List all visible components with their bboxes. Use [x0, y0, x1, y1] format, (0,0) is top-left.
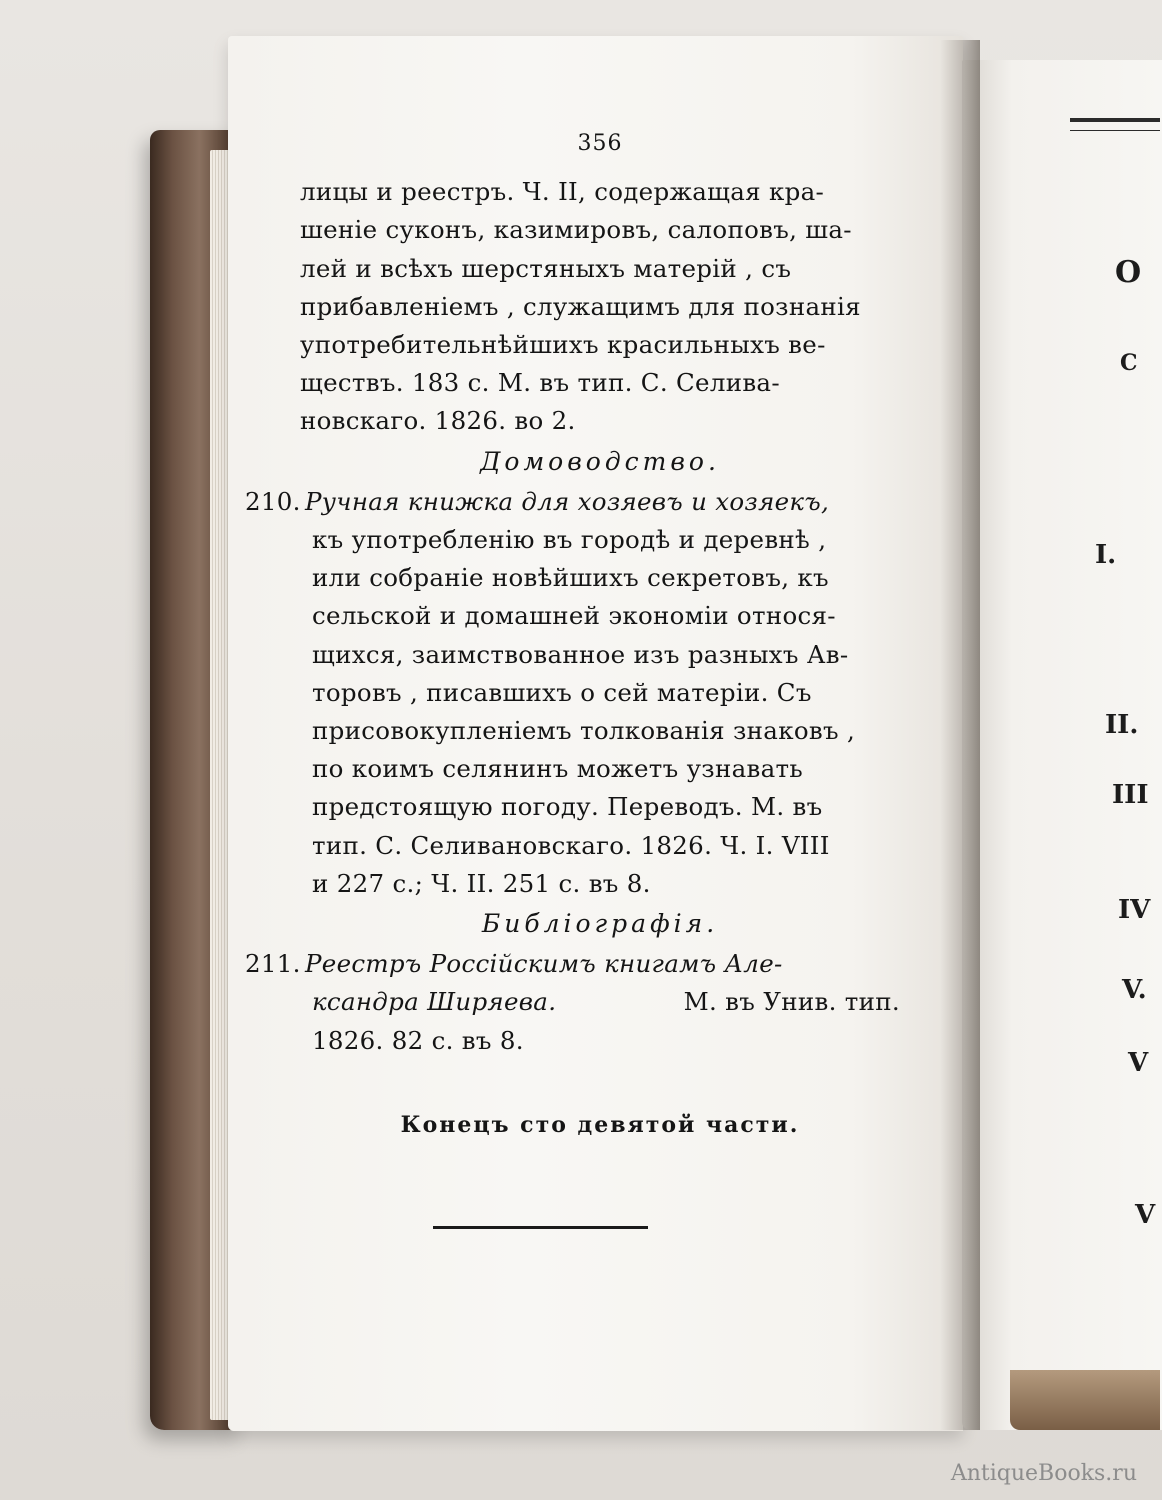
entry-imprint: М. въ Унив. тип. [683, 987, 900, 1017]
end-rule [433, 1226, 648, 1229]
book-corner [1010, 1370, 1160, 1430]
text-line: сельской и домашней экономіи относя- [312, 601, 836, 631]
text-line: лей и всѣхъ шерстяныхъ матерій , съ [300, 253, 792, 283]
entry-211-title [245, 945, 900, 983]
entry-number: 210. [245, 486, 301, 516]
text-line: 1826. 82 с. въ 8. [312, 1025, 524, 1055]
text-line: щихся, заимствованное изъ разныхъ Ав- [312, 639, 849, 669]
text-line: предстоящую погоду. Переводъ. М. въ [312, 792, 823, 822]
text-line: торовъ , писавшихъ о сей матеріи. Съ [312, 677, 812, 707]
page-text [245, 125, 900, 1229]
text-line: присовокупленіемъ толкованія знаковъ , [312, 716, 856, 746]
right-page-rule [1070, 118, 1160, 131]
text-line: лицы и реестръ. Ч. II, содержащая кра- [300, 177, 825, 207]
right-fragment: IV [1118, 895, 1151, 925]
text-line: и 227 с.; Ч. II. 251 с. въ 8. [312, 868, 651, 898]
text-line [300, 983, 900, 1021]
right-fragment: II. [1105, 710, 1139, 740]
text-line: употребительнѣйшихъ красильныхъ ве- [300, 330, 826, 360]
section-heading-bibliografiya: Библіографія. [481, 909, 719, 939]
text-line: къ употребленію въ городѣ и деревнѣ , [312, 525, 827, 555]
text-line: тип. С. Селивановскаго. 1826. Ч. I. VIII [312, 830, 830, 860]
right-fragment: V. [1122, 975, 1147, 1005]
watermark: AntiqueBooks.ru [950, 1461, 1137, 1486]
entry-title: Ручная книжка для хозяевъ и хозяекъ, [305, 486, 830, 516]
text-line: ществъ. 183 с. М. въ тип. С. Селива- [300, 368, 780, 398]
entry-210-title [245, 483, 900, 521]
section-heading-domovodstvo: Домоводство. [480, 446, 720, 476]
book-gutter [940, 40, 980, 1430]
right-fragment: I. [1095, 540, 1117, 570]
right-fragment: III [1112, 780, 1149, 810]
entry-title-cont: ксандра Ширяева. [312, 987, 557, 1017]
part-ending: Конецъ сто девятой части. [400, 1111, 800, 1138]
entry-number: 211. [245, 949, 301, 979]
entry-title: Реестръ Россійскимъ книгамъ Але- [305, 949, 783, 979]
text-line: шеніе суконъ, казимировъ, салоповъ, ша- [300, 215, 852, 245]
page-number: 356 [577, 131, 623, 156]
text-line: по коимъ селянинъ можетъ узнавать [312, 754, 803, 784]
right-fragment: V [1135, 1200, 1156, 1230]
text-line: прибавленіемъ , служащимъ для познанія [300, 291, 861, 321]
right-fragment: V [1128, 1048, 1149, 1078]
text-line: новскаго. 1826. во 2. [300, 406, 576, 436]
text-line: или собраніе новѣйшихъ секретовъ, къ [312, 563, 829, 593]
right-fragment: О [1115, 255, 1142, 290]
right-fragment: С [1120, 350, 1138, 376]
